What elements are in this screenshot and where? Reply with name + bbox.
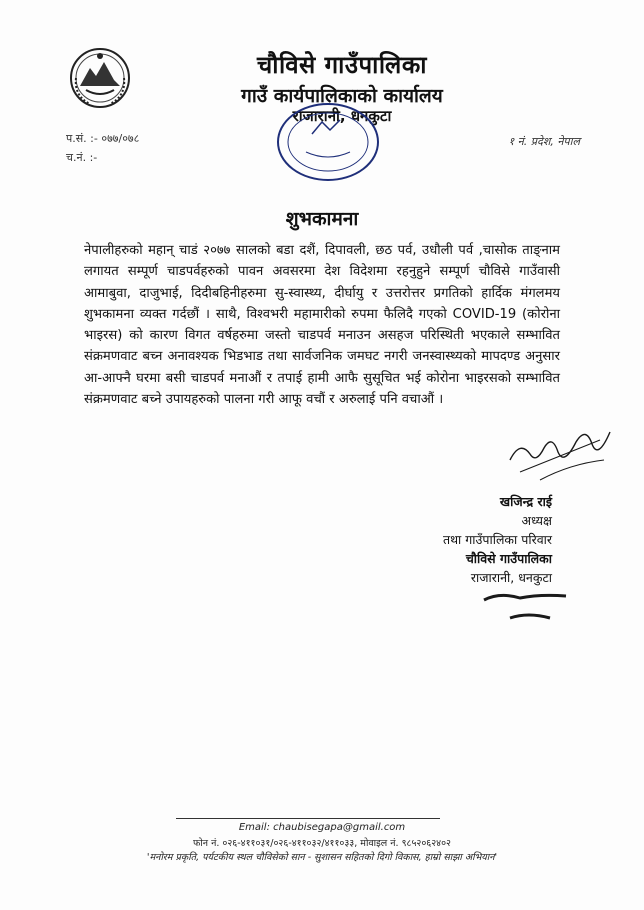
signatory-address: राजारानी, धनकुटा (470, 570, 552, 585)
footer-slogan: 'मनोरम प्रकृति, पर्यटकीय स्थल चौविसेको सान - सुशासन सहितको दिगो विकास, हाम्रो साझा अभियान' (146, 852, 498, 863)
signature-block (443, 492, 552, 587)
signatory-name: खजिन्द्र राई (499, 494, 552, 509)
org-name: चौविसे गाउँपालिका (257, 51, 427, 79)
letter-number: प.सं. :- ०७७/०७८ (66, 132, 140, 145)
signatory-line3: तथा गाउँपालिका परिवार (442, 532, 552, 547)
letter-title: शुभकामना (285, 208, 359, 230)
province-label: १ नं. प्रदेश, नेपाल (508, 135, 580, 148)
signatory-org: चौविसे गाउँपालिका (465, 551, 552, 566)
office-name: गाउँ कार्यपालिकाको कार्यालय (241, 85, 443, 107)
handwritten-signature-icon (500, 420, 620, 490)
footer-email: Email: chaubisegapa@gmail.com (238, 822, 406, 833)
footer-phones: फोन नं. ०२६-४११०३१/०२६-४११०३२/४११०३३, मोवाइल नं. ९८५२०६२४०२ (193, 838, 451, 849)
signatory-title: अध्यक्ष (521, 513, 552, 528)
footer-divider (176, 818, 440, 819)
dispatch-number: च.नं. :- (66, 151, 98, 164)
office-stamp-icon (268, 96, 388, 188)
name-stamp-icon (480, 586, 572, 626)
letter-body: नेपालीहरुको महान् चाडं २०७७ सालको बडा दशैं, दिपावली, छठ पर्व, उधौली पर्व ,चासोक ताङ्नाम लगायत सम्पूर्ण चाडपर्वहरुको पावन अवसरमा देश विदेशमा रहनुहुने सम्पूर्ण चौविसे गाउँवासी आमाबुवा, दाजुभाई, दिदीबहिनीहरुमा सु-स्वास्थ्य, दीर्घायु र उत्तरोत्तर प्रगतिको हार्दिक मंगलमय शुभकामना व्यक्त गर्दछौं । साथै, विश्वभरी महामारीको रुपमा फैलिदै गएको COVID-19 (कोरोना भाइरस) को कारण विगत वर्षहरुमा जस्तो चाडपर्व मनाउन असहज परिस्थिती भएकाले सम्भावित संक्रमणवाट बच्न अनावश्यक भिडभाड तथा सार्वजनिक जमघट नगरी जनस्वास्थ्यको मापदण्ड अनुसार आ-आफ्नै घरमा बसी चाडपर्व मनाऔं र तपाई हामी आफै सुसूचित भई कोरोना भाइरसको सम्भावित संक्रमणवाट बच्ने उपायहरुको पालना गरी आफू वचौं र अरुलाई पनि वचाऔं । (84, 243, 560, 408)
office-address: राजारानी, धनकुटा (292, 107, 392, 125)
